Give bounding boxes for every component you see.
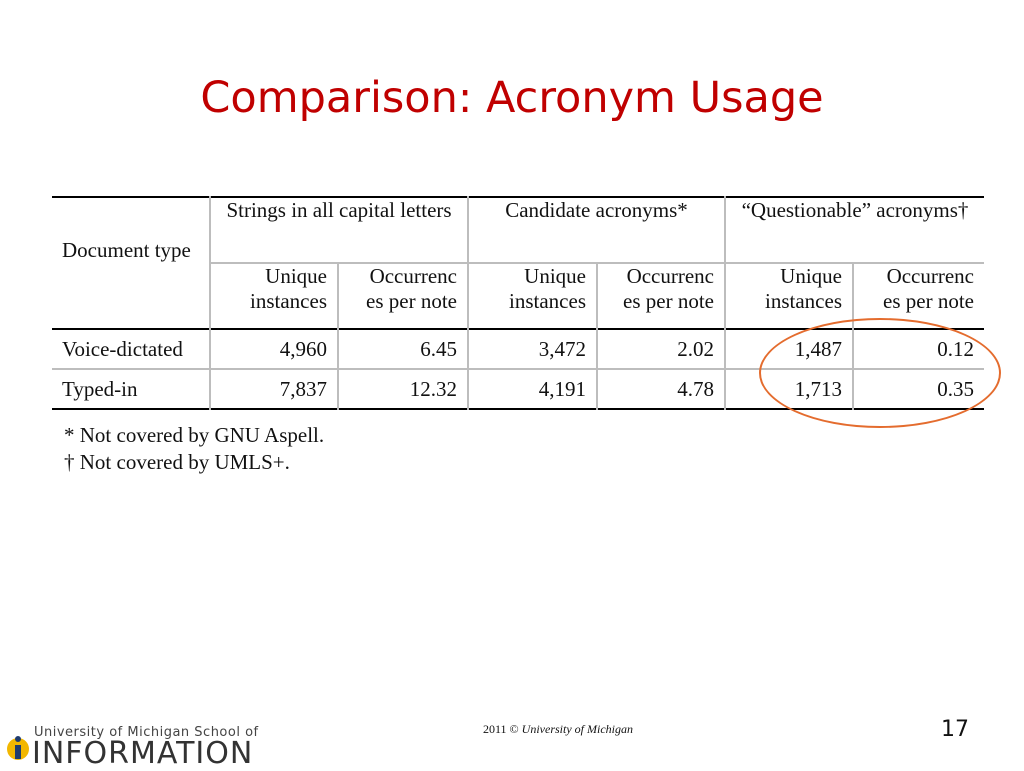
copyright-year: 2011 © — [483, 722, 519, 736]
footnote: * Not covered by GNU Aspell. — [64, 423, 325, 447]
logo-top-line: University of Michigan School of — [34, 725, 259, 740]
subheader-unique: Unique instances — [468, 263, 597, 329]
subheader-occurrences: Occurrenc es per note — [597, 263, 725, 329]
table-cell: 4.78 — [597, 369, 725, 409]
table-cell: 0.35 — [853, 369, 984, 409]
footnote: † Not covered by UMLS+. — [64, 450, 290, 474]
row-label: Voice-dictated — [62, 336, 183, 361]
table-cell: 2.02 — [597, 329, 725, 369]
copyright-institution: University of Michigan — [521, 722, 633, 736]
table-cell: 4,960 — [210, 329, 338, 369]
logo-emblem-icon — [4, 733, 32, 761]
footer-copyright — [483, 722, 633, 737]
table-cell: 7,837 — [210, 369, 338, 409]
table-cell: 1,487 — [725, 329, 853, 369]
group-header-questionable-acronyms: “Questionable” acronyms† — [725, 197, 984, 263]
university-logo — [4, 725, 270, 771]
group-header-capital-strings: Strings in all capital letters — [210, 197, 468, 263]
table-cell: 3,472 — [468, 329, 597, 369]
subheader-unique: Unique instances — [210, 263, 338, 329]
page-number: 17 — [941, 717, 969, 742]
table-cell: 6.45 — [338, 329, 468, 369]
doc-type-header: Document type — [62, 238, 191, 262]
subheader-unique: Unique instances — [725, 263, 853, 329]
highlight-ellipse — [759, 318, 1001, 428]
group-header-row — [52, 197, 984, 263]
slide-title: Comparison: Acronym Usage — [200, 73, 824, 123]
subheader-occurrences: Occurrenc es per note — [853, 263, 984, 329]
row-label: Typed-in — [52, 369, 210, 409]
table-cell: 0.12 — [853, 329, 984, 369]
table-cell: 12.32 — [338, 369, 468, 409]
subheader-occurrences: Occurrenc es per note — [338, 263, 468, 329]
table-cell: 4,191 — [468, 369, 597, 409]
group-header-candidate-acronyms: Candidate acronyms* — [468, 197, 725, 263]
table-cell: 1,713 — [725, 369, 853, 409]
table-footnotes — [64, 422, 324, 476]
logo-main-text: INFORMATION — [32, 736, 254, 771]
